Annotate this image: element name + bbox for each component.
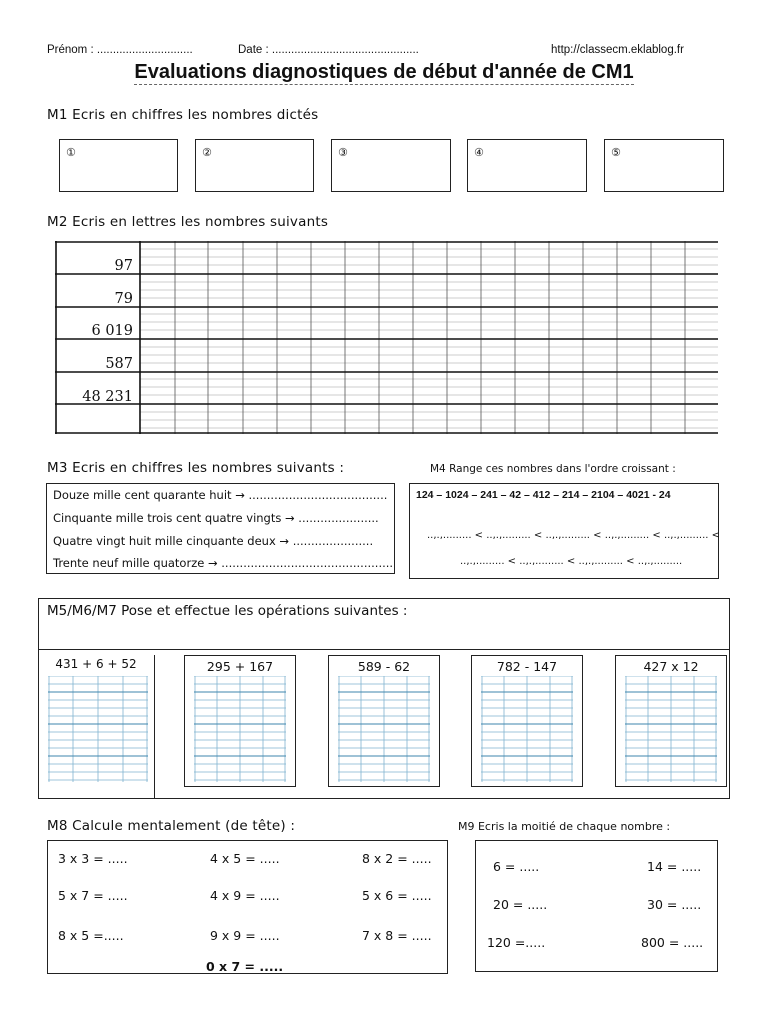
m9-item: 30 = ..... [647,897,702,912]
m2-number: 6 019 [91,323,133,339]
m2-number: 587 [105,356,133,372]
m4-title: M4 Range ces nombres dans l'ordre croissant : [430,463,676,475]
m9-item: 6 = ..... [493,859,540,874]
m1-box[interactable] [59,139,178,192]
m8-item: 8 x 2 = ..... [362,851,432,866]
m8-item: 3 x 3 = ..... [58,851,128,866]
m9-title: M9 Ecris la moitié de chaque nombre : [458,820,671,833]
m4-answer-row[interactable]: ..,.,......... < ..,.,......... < ..,.,......... < ..,.,......... < ..,.,......... < [427,530,721,541]
m8-item: 0 x 7 = ..... [206,959,284,974]
m4-box [409,483,719,579]
site-url: http://classecm.eklablog.fr [551,44,684,56]
m8-item: 5 x 6 = ..... [362,888,432,903]
m1-box-number: ② [202,146,212,159]
operation-label: 427 x 12 [643,659,699,674]
m2-grid-lines [55,241,718,434]
prenom-field: Prénom : .............................. [47,44,193,56]
m4-number-list: 124 – 1024 – 241 – 42 – 412 – 214 – 2104 – 4021 - 24 [416,489,671,501]
m8-item: 9 x 9 = ..... [210,928,280,943]
m2-number: 97 [114,258,133,274]
m2-title: M2 Ecris en lettres les nombres suivants [47,214,329,230]
operation-grid[interactable] [625,676,717,782]
operation-grid[interactable] [48,676,148,782]
m9-item: 20 = ..... [493,897,548,912]
m1-title: M1 Ecris en chiffres les nombres dictés [47,107,319,123]
m9-item: 14 = ..... [647,859,702,874]
m8-box [47,840,448,974]
m4-answer-row[interactable]: ..,.,......... < ..,.,......... < ..,.,......... < ..,.,......... [460,556,683,567]
m3-box [46,483,395,574]
m1-box[interactable] [604,139,724,192]
m9-item: 120 =..... [487,935,546,950]
m1-box-number: ③ [338,146,348,159]
m8-item: 5 x 7 = ..... [58,888,128,903]
m3-line: Trente neuf mille quatorze → ............................................... [53,556,394,570]
operation-label: 782 - 147 [496,659,558,674]
m1-box-number: ① [66,146,76,159]
m3-line: Cinquante mille trois cent quatre vingts → ...................... [53,511,379,525]
m9-box [475,840,718,972]
m3-line: Douze mille cent quarante huit → ...................................... [53,488,388,502]
m1-box[interactable] [195,139,314,192]
operation-label: 589 - 62 [357,659,411,674]
m2-number: 48 231 [82,389,133,405]
m8-item: 8 x 5 =..... [58,928,124,943]
m1-box[interactable] [331,139,451,192]
date-field: Date : .............................................. [238,44,419,56]
operation-label: 431 + 6 + 52 [55,657,137,671]
operations-header [38,598,730,650]
m8-item: 7 x 8 = ..... [362,928,432,943]
operations-title: M5/M6/M7 Pose et effectue les opérations suivantes : [47,603,408,619]
m3-title: M3 Ecris en chiffres les nombres suivants : [47,460,345,476]
page-title: Evaluations diagnostiques de début d'année de CM1 [134,61,634,83]
m1-box-number: ⑤ [611,146,621,159]
m9-item: 800 = ..... [641,935,704,950]
operation-grid[interactable] [194,676,286,782]
m8-item: 4 x 9 = ..... [210,888,280,903]
operation-label: 295 + 167 [206,659,274,674]
m2-number: 79 [114,291,133,307]
operation-grid[interactable] [481,676,573,782]
m1-box[interactable] [467,139,587,192]
m8-title: M8 Calcule mentalement (de tête) : [47,818,296,834]
m2-writing-grid[interactable] [55,241,718,434]
m8-item: 4 x 5 = ..... [210,851,280,866]
m3-line: Quatre vingt huit mille cinquante deux → ...................... [53,534,374,548]
operation-grid[interactable] [338,676,430,782]
m1-box-number: ④ [474,146,484,159]
